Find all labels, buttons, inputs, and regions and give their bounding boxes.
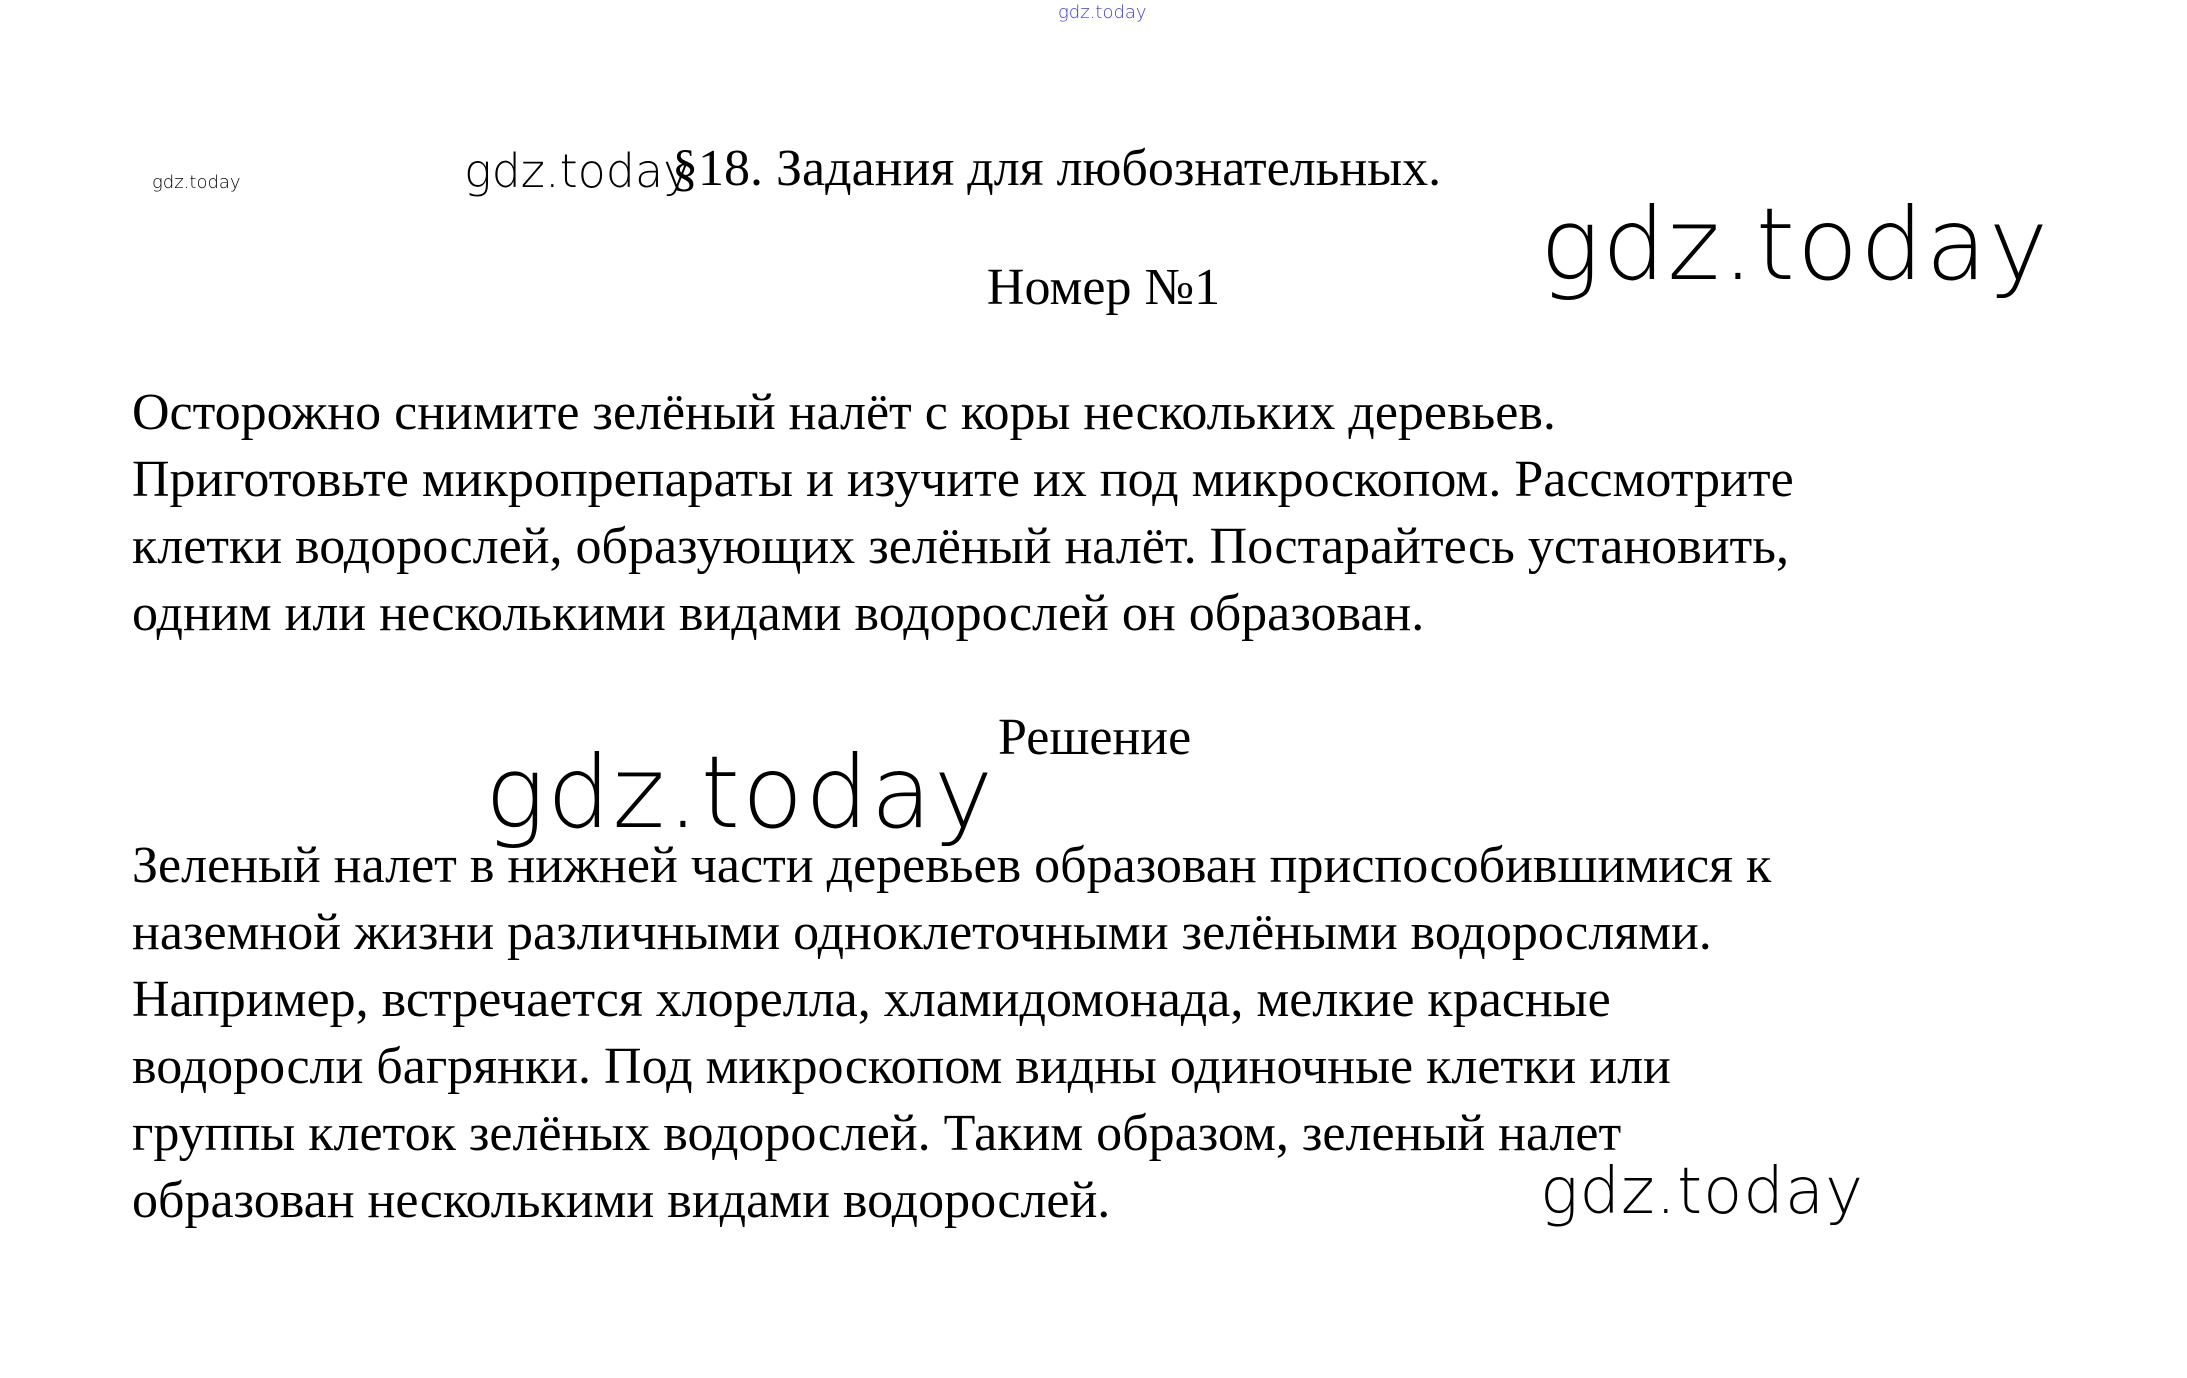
task-line: Приготовьте микропрепараты и изучите их под микроскопом. Рассмотрите [132,451,1794,508]
solution-line: наземной жизни различными одноклеточными зелёными водорослями. [132,904,1712,961]
watermark-bottom: gdz.today [1540,1155,1864,1229]
solution-heading: Решение [998,709,1192,766]
watermark-small-left: gdz.today [152,172,241,193]
watermark-big-mid: gdz.today [485,734,996,851]
watermark-title-prefix: gdz.today [464,144,691,198]
exercise-number: Номер №1 [986,259,1221,316]
watermark-big-right: gdz.today [1540,186,2051,303]
solution-line: водоросли багрянки. Под микроскопом видны одиночные клетки или [132,1038,1671,1095]
watermark-top: gdz.today [1058,2,1147,23]
solution-line: образован несколькими видами водорослей. [132,1172,1111,1229]
solution-line: Например, встречается хлорелла, хламидомонада, мелкие красные [132,971,1611,1028]
solution-line: Зеленый налет в нижней части деревьев образован приспособившимися к [132,837,1772,894]
solution-line: группы клеток зелёных водорослей. Таким образом, зеленый налет [132,1105,1622,1162]
task-text [132,379,2112,647]
task-line: Осторожно снимите зелёный налёт с коры нескольких деревьев. [132,384,1556,441]
page-title: §18. Задания для любознательных. [672,140,1442,197]
task-line: одним или несколькими видами водорослей он образован. [132,585,1425,642]
task-line: клетки водорослей, образующих зелёный налёт. Постарайтесь установить, [132,518,1789,575]
